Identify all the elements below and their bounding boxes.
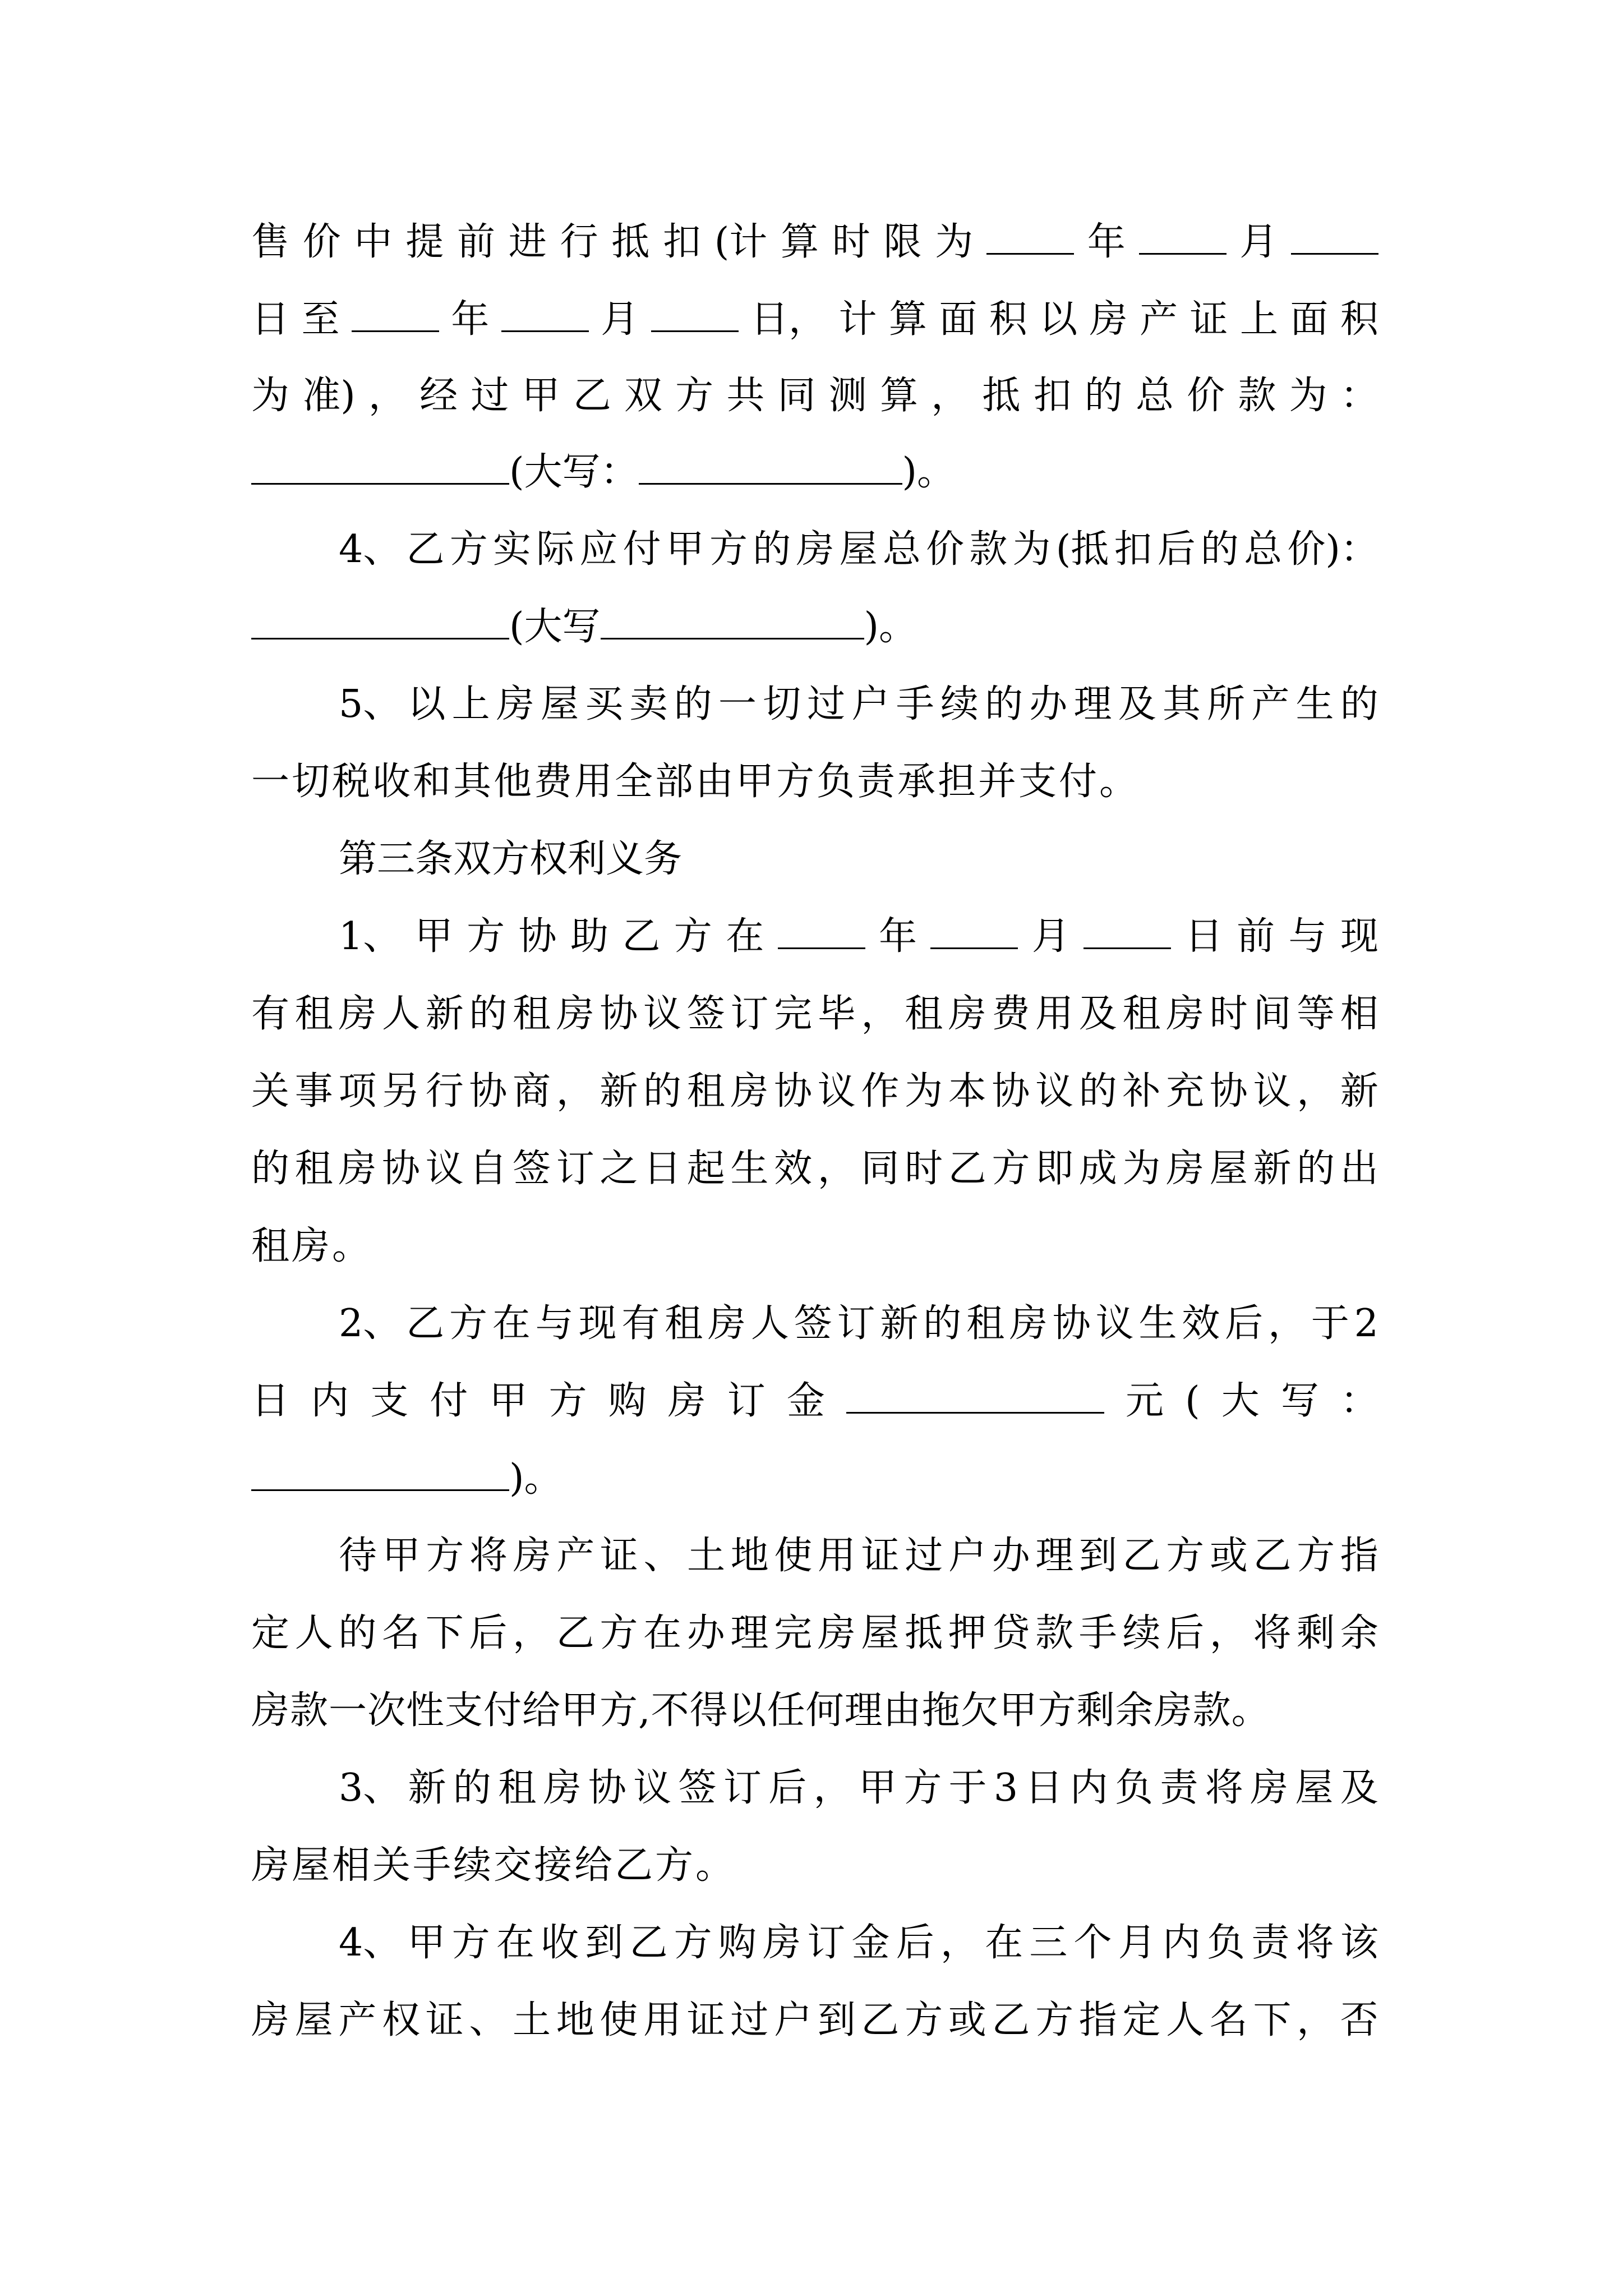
text-line: 为 准) ， 经 过 甲 乙 双 方 共 同 测 算 ， 抵 扣 的 总 价 款 为 ：	[251, 374, 1378, 418]
text-line: )。	[251, 1439, 1378, 1518]
date-blank	[1139, 217, 1227, 255]
amount-words-blank	[639, 447, 902, 485]
date-blank	[352, 294, 439, 332]
text-line: 2、 乙 方 在 与 现 有 租 房 人 签 订 新 的 租 房 协 议 生 效 后 ， 于 2	[339, 1301, 1378, 1346]
text-line: 有 租 房 人 新 的 租 房 协 议 签 订 完 毕 ， 租 房 费 用 及 租 房 时 间 等 相	[251, 992, 1378, 1036]
text-line: 一切税收和其他费用全部由甲方负责承担并支付。	[251, 760, 1140, 804]
text-line: 5、 以 上 房 屋 买 卖 的 一 切 过 户 手 续 的 办 理 及 其 所 产 生 的	[339, 682, 1378, 726]
amount-blank	[251, 601, 509, 639]
text-line: 租房。	[251, 1224, 373, 1268]
text-line: 的 租 房 协 议 自 签 订 之 日 起 生 效 ， 同 时 乙 方 即 成 为 房 屋 新 的 出	[251, 1147, 1378, 1191]
text-line: (大写： )。	[251, 433, 1378, 512]
text-line: 4、 乙 方 实 际 应 付 甲 方 的 房 屋 总 价 款 为 (抵 扣 后 的 总 价)：	[339, 527, 1378, 572]
text-line: (大写 )。	[251, 588, 1378, 666]
date-blank	[778, 911, 865, 949]
text-line: 日 至 年 月 日， 计 算 面 积 以 房 产 证 上 面 积	[251, 280, 1378, 359]
section-heading: 第三条双方权利义务	[339, 837, 683, 881]
date-blank	[1083, 911, 1171, 949]
date-blank	[1291, 217, 1378, 255]
amount-blank	[251, 447, 509, 485]
text-line: 日 内 支 付 甲 方 购 房 订 金 元 ( 大 写 ：	[251, 1362, 1378, 1441]
text-line: 1、 甲 方 协 助 乙 方 在 年 月 日 前 与 现	[339, 898, 1378, 976]
text-line: 房款一次性支付给甲方,不得以任何理由拖欠甲方剩余房款。	[251, 1688, 1270, 1733]
text-line: 3、 新 的 租 房 协 议 签 订 后 ， 甲 方 于 3 日 内 负 责 将 房 屋 及	[339, 1766, 1378, 1810]
text-line: 房屋相关手续交接给乙方。	[251, 1843, 736, 1888]
date-blank	[651, 294, 739, 332]
text-line: 关 事 项 另 行 协 商 ， 新 的 租 房 协 议 作 为 本 协 议 的 补 充 协 议 ， 新	[251, 1069, 1378, 1114]
text-line: 待 甲 方 将 房 产 证 、 土 地 使 用 证 过 户 办 理 到 乙 方 或 乙 方 指	[339, 1534, 1378, 1578]
text-line: 定 人 的 名 下 后 ， 乙 方 在 办 理 完 房 屋 抵 押 贷 款 手 续 后 ， 将 剩 余	[251, 1611, 1378, 1655]
text-line: 4、 甲 方 在 收 到 乙 方 购 房 订 金 后 ， 在 三 个 月 内 负 责 将 该	[339, 1921, 1378, 1965]
amount-words-blank	[601, 601, 864, 639]
date-blank	[986, 217, 1074, 255]
date-blank	[501, 294, 589, 332]
deposit-words-blank	[251, 1453, 509, 1491]
date-blank	[930, 911, 1018, 949]
deposit-amount-blank	[846, 1375, 1104, 1414]
text-line: 售 价 中 提 前 进 行 抵 扣 (计 算 时 限 为 年 月	[251, 203, 1378, 282]
text-line: 房 屋 产 权 证 、 土 地 使 用 证 过 户 到 乙 方 或 乙 方 指 定 人 名 下 ， 否	[251, 1998, 1378, 2042]
